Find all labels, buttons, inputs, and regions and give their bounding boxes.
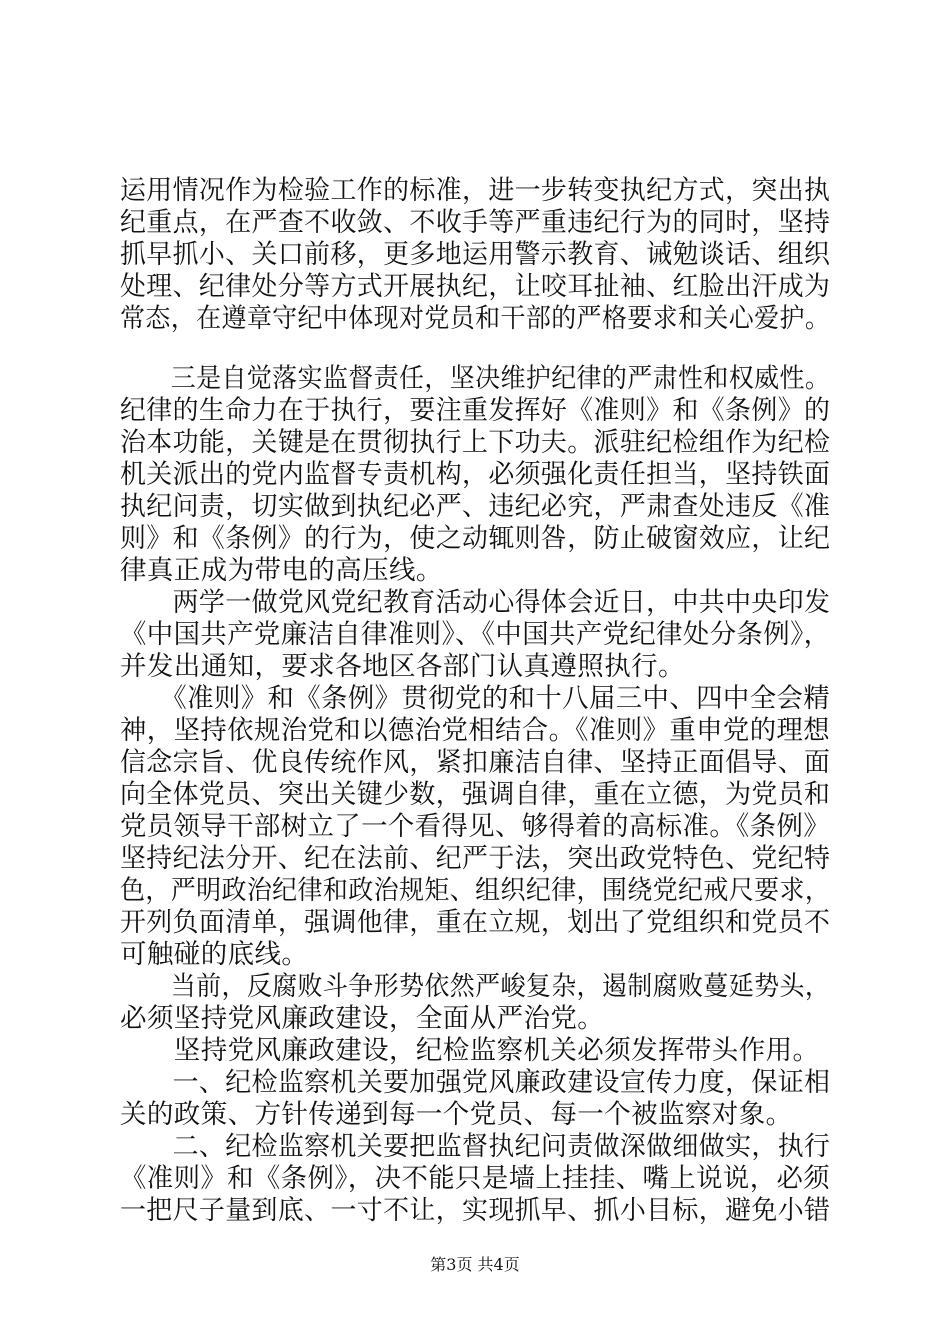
- body-line: 当前，反腐败斗争形势依然严峻复杂，遏制腐败蔓延势头，: [120, 971, 831, 1002]
- body-line: 律真正成为带电的高压线。: [120, 555, 443, 586]
- body-line: 《准则》和《条例》，决不能只是墙上挂挂、嘴上说说，必须: [120, 1163, 831, 1194]
- body-line: 机关派出的党内监督专责机构，必须强化责任担当，坚持铁面: [120, 459, 831, 490]
- body-line: 三是自觉落实监督责任，坚决维护纪律的严肃性和权威性。: [120, 363, 831, 394]
- body-line: 《准则》和《条例》贯彻党的和十八届三中、四中全会精: [120, 683, 831, 714]
- body-line: 开列负面清单，强调他律，重在立规，划出了党组织和党员不: [120, 907, 831, 938]
- body-line: 神，坚持依规治党和以德治党相结合。《准则》重申党的理想: [120, 715, 831, 746]
- body-line: 党员领导干部树立了一个看得见、够得着的高标准。《条例》: [120, 811, 831, 842]
- body-line: 一、纪检监察机关要加强党风廉政建设宣传力度，保证相: [120, 1067, 831, 1098]
- body-line: 执纪问责，切实做到执纪必严、违纪必究，严肃查处违反《准: [120, 491, 831, 522]
- page-number-footer: 第3页 共4页: [430, 1255, 520, 1274]
- body-line: 纪重点，在严查不收敛、不收手等严重违纪行为的同时，坚持: [120, 207, 831, 238]
- body-line: 《中国共产党廉洁自律准则》、《中国共产党纪律处分条例》，: [120, 619, 831, 650]
- body-line: 并发出通知，要求各地区各部门认真遵照执行。: [120, 651, 685, 682]
- body-line: 处理、纪律处分等方式开展执纪，让咬耳扯袖、红脸出汗成为: [120, 271, 831, 302]
- body-line: 坚持党风廉政建设，纪检监察机关必须发挥带头作用。: [120, 1035, 820, 1066]
- body-line: 抓早抓小、关口前移，更多地运用警示教育、诫勉谈话、组织: [120, 239, 831, 270]
- body-line: 常态，在遵章守纪中体现对党员和干部的严格要求和关心爱护。: [120, 303, 831, 334]
- body-line: 则》和《条例》的行为，使之动辄则咎，防止破窗效应，让纪: [120, 523, 831, 554]
- body-line: 向全体党员、突出关键少数，强调自律，重在立德，为党员和: [120, 779, 831, 810]
- body-line: 纪律的生命力在于执行，要注重发挥好《准则》和《条例》的: [120, 395, 831, 426]
- body-line: 可触碰的底线。: [120, 939, 309, 970]
- body-line: 治本功能，关键是在贯彻执行上下功夫。派驻纪检组作为纪检: [120, 427, 831, 458]
- body-line: 色，严明政治纪律和政治规矩、组织纪律，围绕党纪戒尺要求，: [120, 875, 831, 906]
- body-line: 两学一做党风党纪教育活动心得体会近日，中共中央印发: [120, 587, 831, 618]
- body-line: 一把尺子量到底、一寸不让，实现抓早、抓小目标，避免小错: [120, 1195, 831, 1226]
- body-line: 二、纪检监察机关要把监督执纪问责做深做细做实，执行: [120, 1131, 831, 1162]
- body-line: 信念宗旨、优良传统作风，紧扣廉洁自律、坚持正面倡导、面: [120, 747, 831, 778]
- body-line: 必须坚持党风廉政建设，全面从严治党。: [120, 1003, 605, 1034]
- body-line: 坚持纪法分开、纪在法前、纪严于法，突出政党特色、党纪特: [120, 843, 831, 874]
- body-line: 运用情况作为检验工作的标准，进一步转变执纪方式，突出执: [120, 175, 831, 206]
- body-line: 关的政策、方针传递到每一个党员、每一个被监察对象。: [120, 1099, 793, 1130]
